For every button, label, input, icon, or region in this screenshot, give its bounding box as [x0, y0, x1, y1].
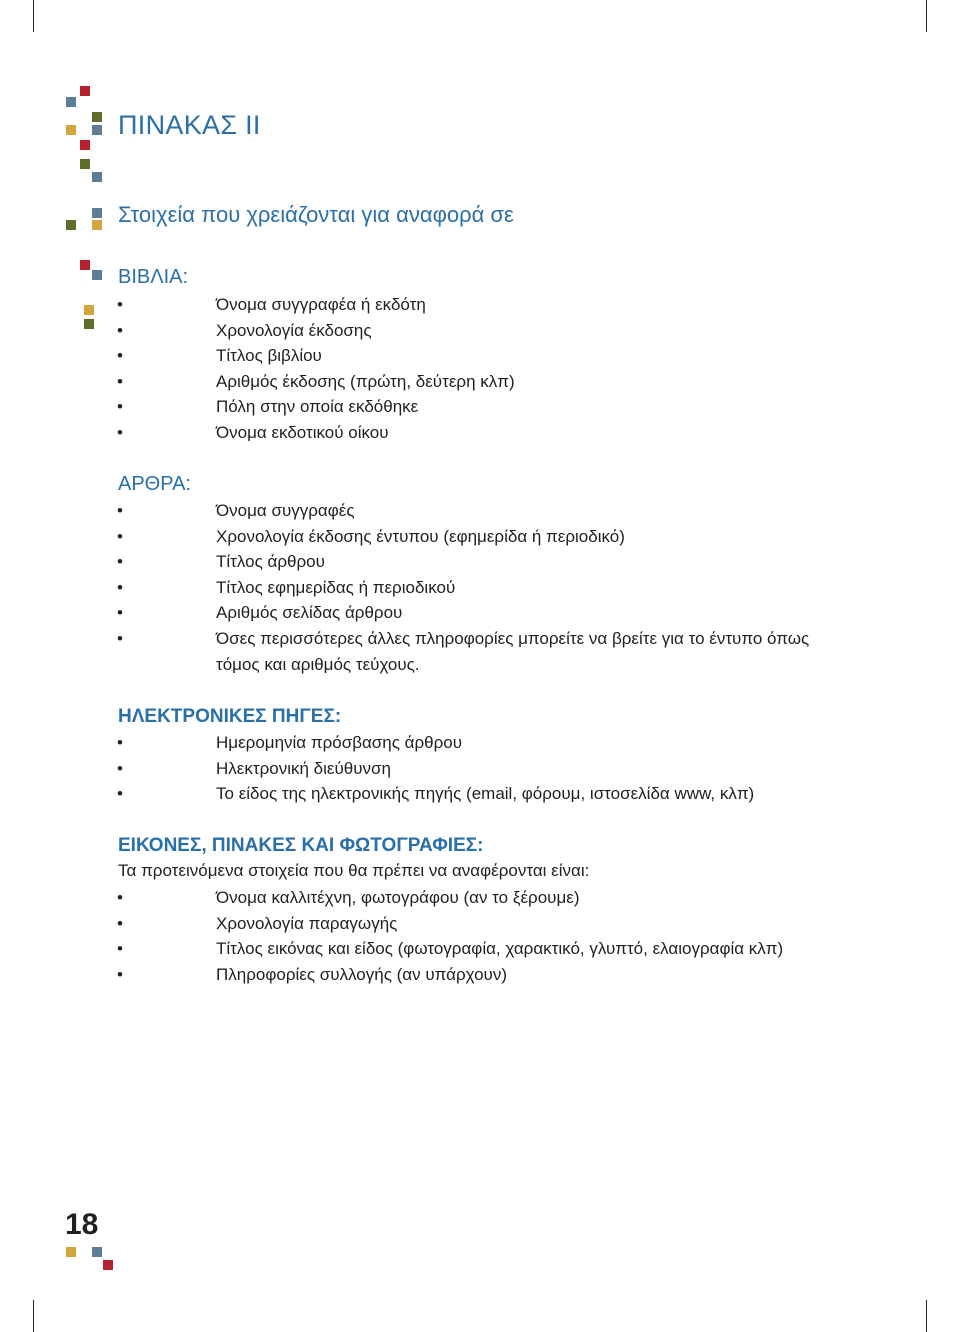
- images-intro: Τα προτεινόμενα στοιχεία που θα πρέπει να αναφέρονται είναι:: [118, 861, 590, 880]
- section-heading-images: ΕΙΚΟΝΕΣ, ΠΙΝΑΚΕΣ ΚΑΙ ΦΩΤΟΓΡΑΦΙΕΣ:: [118, 835, 484, 856]
- page-title: ΠΙΝΑΚΑΣ ΙΙ: [118, 110, 261, 140]
- page-subtitle: Στοιχεία που χρειάζονται για αναφορά σε: [118, 202, 514, 227]
- section-heading-articles: ΑΡΘΡΑ:: [118, 473, 191, 495]
- books-list: [0, 292, 515, 446]
- list-item: • Πόλη στην οποία εκδόθηκε: [0, 394, 515, 420]
- list-item: • Χρονολογία έκδοσης: [0, 318, 515, 344]
- list-item: • Όσες περισσότερες άλλες πληροφορίες μπορείτε να βρείτε για το έντυπο όπως τόμος και αριθμός τεύχους.: [0, 626, 856, 677]
- list-item: • Όνομα εκδοτικού οίκου: [0, 420, 515, 446]
- list-item: • Όνομα καλλιτέχνη, φωτογράφου (αν το ξέρουμε): [0, 885, 783, 911]
- electronic-list: [0, 730, 754, 807]
- list-item: • Αριθμός σελίδας άρθρου: [0, 600, 856, 626]
- list-item: • Τίτλος εφημερίδας ή περιοδικού: [0, 575, 856, 601]
- list-item: • Τίτλος άρθρου: [0, 549, 856, 575]
- list-item: • Όνομα συγγραφέα ή εκδότη: [0, 292, 515, 318]
- list-item: • Τίτλος βιβλίου: [0, 343, 515, 369]
- list-item: • Πληροφορίες συλλογής (αν υπάρχουν): [0, 962, 783, 988]
- crop-mark-bottom-left: [33, 1300, 34, 1332]
- list-item: • Ημερομηνία πρόσβασης άρθρου: [0, 730, 754, 756]
- list-item: • Το είδος της ηλεκτρονικής πηγής (email, φόρουμ, ιστοσελίδα www, κλπ): [0, 781, 754, 807]
- crop-mark-top-right: [926, 0, 927, 32]
- list-item: • Ηλεκτρονική διεύθυνση: [0, 756, 754, 782]
- images-list: [0, 885, 783, 987]
- list-item: • Τίτλος εικόνας και είδος (φωτογραφία, χαρακτικό, γλυπτό, ελαιογραφία κλπ): [0, 936, 783, 962]
- section-heading-books: ΒΙΒΛΙΑ:: [118, 266, 189, 288]
- page-number: 18: [65, 1208, 99, 1241]
- list-item: • Αριθμός έκδοσης (πρώτη, δεύτερη κλπ): [0, 369, 515, 395]
- section-heading-electronic: ΗΛΕΚΤΡΟΝΙΚΕΣ ΠΗΓΕΣ:: [118, 706, 342, 727]
- crop-mark-bottom-right: [926, 1300, 927, 1332]
- list-item: • Χρονολογία έκδοσης έντυπου (εφημερίδα ή περιοδικό): [0, 524, 856, 550]
- list-item: • Χρονολογία παραγωγής: [0, 911, 783, 937]
- articles-list: [0, 498, 856, 677]
- crop-mark-top-left: [33, 0, 34, 32]
- list-item: • Όνομα συγγραφές: [0, 498, 856, 524]
